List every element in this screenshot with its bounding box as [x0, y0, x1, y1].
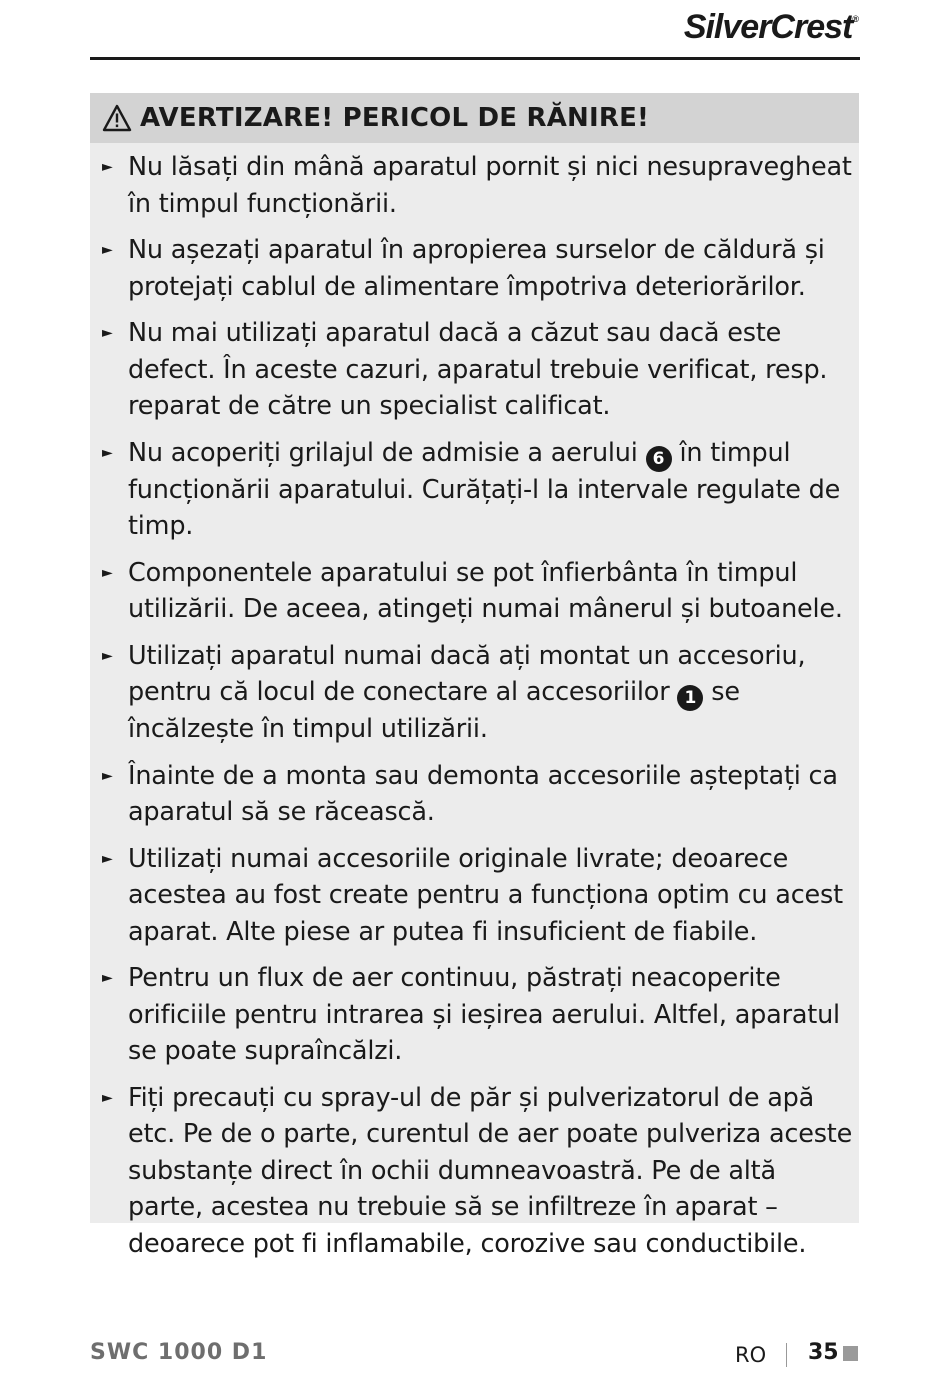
bullet-arrow-icon: ► [102, 647, 113, 664]
warning-item [90, 960, 859, 1070]
warning-item [90, 1080, 859, 1263]
warning-title: AVERTIZARE! PERICOL DE RĂNIRE! [140, 103, 650, 133]
warning-item-text: Pentru un flux de aer continuu, păstrați neacoperite orificiile pentru intrarea și ieșirea aerului. Altfel, aparatul se poate supraîncălzi. [128, 963, 840, 1066]
warning-item [90, 555, 859, 628]
bullet-arrow-icon: ► [102, 444, 113, 461]
header-rule [90, 57, 860, 60]
warning-item [90, 758, 859, 831]
bullet-arrow-icon: ► [102, 970, 113, 986]
bullet-arrow-icon: ► [102, 564, 113, 581]
footer-model: SWC 1000 D1 [90, 1340, 268, 1365]
warning-item-text: Utilizați numai accesoriile originale livrate; deoarece acestea au fost create pentru a funcționa optim cu acest aparat. Alte piese ar putea fi insuficient de fiabile. [128, 843, 843, 947]
footer-square-icon [843, 1346, 858, 1361]
warning-item-text: Componentele aparatului se pot înfierbânta în timpul utilizării. De aceea, atingeți numai mânerul și butoanele. [128, 557, 843, 624]
warning-item [90, 435, 859, 545]
warning-header [90, 93, 859, 143]
footer-language: RO [735, 1343, 767, 1367]
footer-separator [786, 1343, 787, 1367]
warning-item-text: Nu mai utilizați aparatul dacă a căzut sau dacă este defect. În aceste cazuri, aparatul trebuie verificat, resp. reparat de către un specialist calificat. [128, 318, 828, 421]
bullet-arrow-icon: ► [102, 242, 113, 258]
brand-name: SilverCrest [683, 8, 853, 46]
warning-item [90, 638, 859, 748]
page-number: 35 [808, 1340, 839, 1365]
warning-item-text: Nu așezați aparatul în apropierea surselor de căldură și protejați cablul de alimentare împotriva deteriorărilor. [128, 235, 825, 302]
warning-item [90, 841, 859, 951]
warning-item-text: Nu lăsați din mână aparatul pornit și nici nesupravegheat în timpul funcționării. [128, 152, 852, 219]
warning-list [90, 143, 859, 1262]
bullet-arrow-icon: ► [102, 159, 113, 175]
warning-item-text: Înainte de a monta sau demonta accesoriile așteptați ca aparatul să se răcească. [128, 760, 838, 827]
warning-item-text: Fiți precauți cu spray-ul de păr și pulverizatorul de apă etc. Pe de o parte, curentul de aer poate pulveriza aceste substanțe direct în ochii dumneavoastră. Pe de altă parte, acestea nu trebuie să se infiltreze în aparat – deoarece pot fi inflamabile, corozive sau conductibile. [128, 1082, 853, 1259]
warning-box [90, 93, 859, 1259]
bullet-arrow-icon: ► [102, 850, 113, 867]
component-ref-badge: 1 [677, 685, 703, 711]
bullet-arrow-icon: ► [102, 325, 113, 341]
warning-item-text: Nu acoperiți grilajul de admisie a aerului [128, 437, 646, 468]
component-ref-badge: 6 [646, 446, 672, 472]
bullet-arrow-icon: ► [102, 767, 113, 784]
warning-item [90, 315, 859, 425]
warning-item [90, 149, 859, 222]
warning-item-text: Utilizați aparatul numai dacă ați montat un accesoriu, pentru că locul de conectare al accesoriilor [128, 640, 806, 707]
registered-mark: ® [852, 14, 858, 24]
bullet-arrow-icon: ► [102, 1089, 113, 1106]
warning-item-text: în timpul funcționării aparatului. Curățați-l la intervale regulate de timp. [128, 437, 841, 541]
warning-triangle-icon [102, 104, 132, 132]
warning-item-text: se încălzește în timpul utilizării. [128, 677, 740, 744]
brand-logo [684, 8, 858, 47]
warning-item [90, 232, 859, 305]
